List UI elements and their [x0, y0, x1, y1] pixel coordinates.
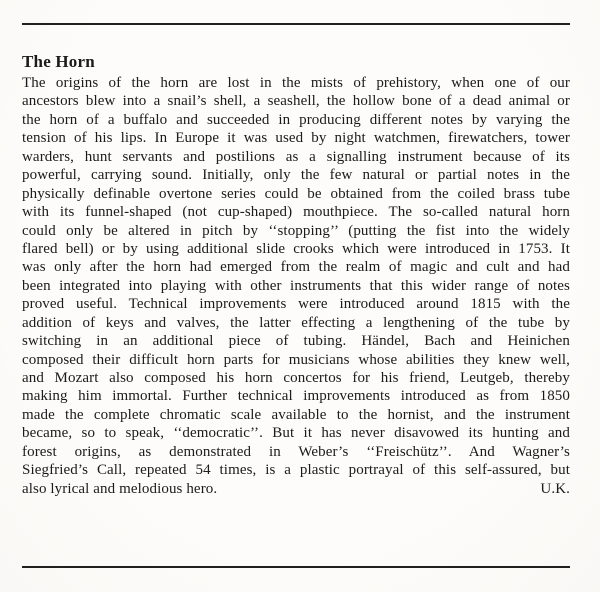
text-line: ancestors blew into a snail’s shell, a seashell, the hollow bone of a dead animal or — [22, 93, 570, 110]
text-line: made the complete chromatic scale available to the hornist, and the instrument — [22, 406, 570, 423]
text-line: flared bell) or by using additional slide crooks which were introduced in 1753. It — [22, 240, 570, 257]
text-line: could only be altered in pitch by ‘‘stopping’’ (putting the fist into the widely — [22, 222, 570, 239]
article-body — [22, 74, 570, 498]
text-line: proved useful. Technical improvements were introduced around 1815 with the — [22, 296, 570, 313]
bottom-rule — [22, 566, 570, 568]
text-line: switching in an additional piece of tubing. Händel, Bach and Heinichen — [22, 333, 570, 350]
text-line: the horn of a buffalo and succeeded in producing different notes by varying the — [22, 111, 570, 128]
text-line: became, so to speak, ‘‘democratic’’. But it has never disavowed its hunting and — [22, 425, 570, 442]
closing-text: also lyrical and melodious hero. — [22, 480, 218, 497]
article-title: The Horn — [22, 52, 95, 72]
text-line: and Mozart also composed his horn concertos for his friend, Leutgeb, thereby — [22, 370, 570, 386]
text-line: been integrated into playing with other instruments that this wider range of notes — [22, 277, 570, 294]
text-line: addition of keys and valves, the latter effecting a lengthening of the tube by — [22, 314, 570, 331]
text-line: composed their difficult horn parts for musicians whose abilities they knew well, — [22, 351, 570, 368]
text-line: powerful, carrying sound. Initially, only the few natural or partial notes in the — [22, 167, 570, 184]
text-line: forest origins, as demonstrated in Weber’s ‘‘Freischütz’’. And Wagner’s — [22, 443, 570, 460]
text-line: Siegfried’s Call, repeated 54 times, is a plastic portrayal of this self-assured, but — [22, 462, 570, 479]
text-line: The origins of the horn are lost in the mists of prehistory, when one of our — [22, 75, 570, 91]
closing-line — [22, 480, 570, 498]
text-line: with its funnel-shaped (not cup-shaped) mouthpiece. The so-called natural horn — [22, 204, 570, 221]
justified-lines — [22, 74, 570, 480]
text-line: making him immortal. Further technical improvements introduced as from 1850 — [22, 388, 570, 405]
text-line: was only after the horn had emerged from the realm of magic and cult and had — [22, 259, 570, 276]
author-initials: U.K. — [540, 480, 570, 497]
text-line: physically definable overtone series could be obtained from the coiled brass tube — [22, 185, 570, 202]
text-line: tension of his lips. In Europe it was used by night watchmen, firewatchers, tower — [22, 130, 570, 147]
top-rule — [22, 23, 570, 25]
text-line: warders, hunt servants and postilions as a signalling instrument because of its — [22, 148, 570, 165]
